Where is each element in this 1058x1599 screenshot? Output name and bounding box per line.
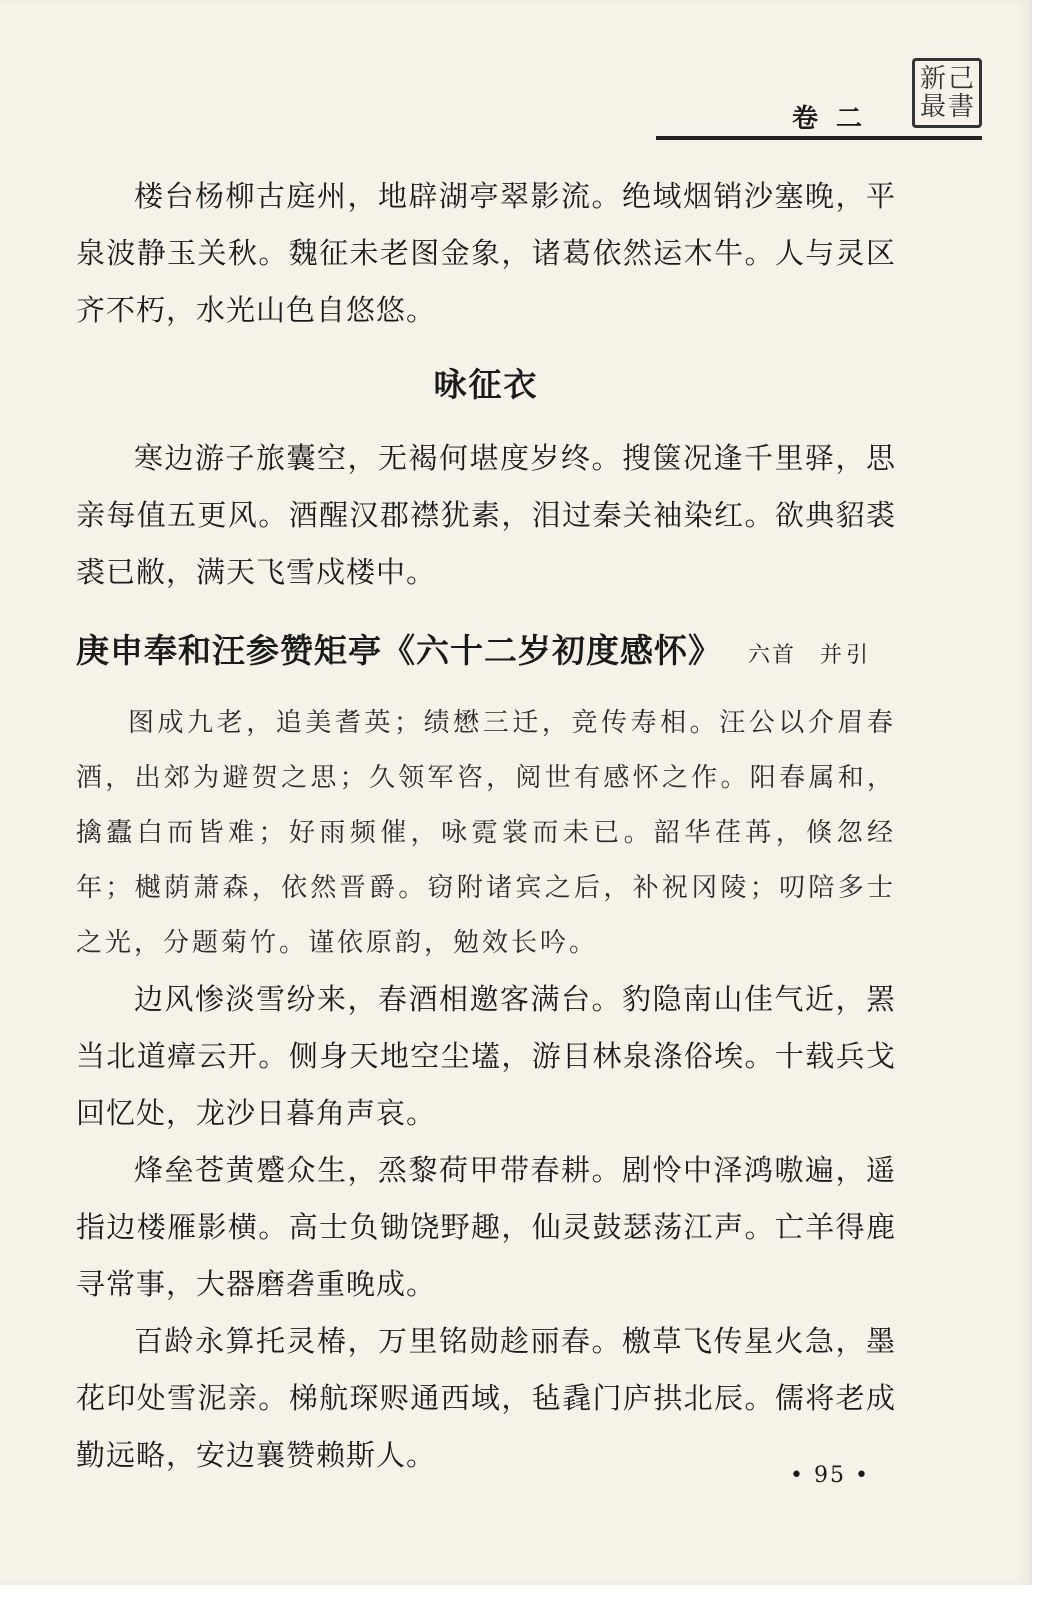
- header-rule: [656, 136, 982, 140]
- page-number: • 95 •: [790, 1463, 870, 1488]
- poem-paragraph: 寒边游子旅囊空，无褐何堪度岁终。搜箧况逢千里驿，思亲每值五更风。酒醒汉郡襟犹素，泪过秦关袖染红。欲典貂裘裘已敝，满天飞雪戍楼中。: [76, 441, 896, 589]
- poem-title-with-note: [76, 625, 896, 672]
- preface-paragraph: 图成九老，追美耆英；绩懋三迁，竞传寿相。汪公以介眉春酒，出郊为避贺之思；久领军咨，阅世有感怀之作。阳春属和，擒蠹白而皆难；好雨频催，咏霓裳而未已。韶华荏苒，倏忽经年；樾荫萧森，依然晋爵。窃附诸宾之后，补祝冈陵；叨陪多士之光，分题菊竹。谨依原韵，勉效长吟。: [76, 708, 896, 958]
- seal-char: 新: [919, 64, 946, 94]
- title-note: 六首: [748, 643, 797, 668]
- seal-char: 最: [919, 92, 946, 122]
- page-content: [76, 168, 896, 1484]
- poem-paragraph: 烽垒苍黄蹙众生，烝黎荷甲带春耕。剧怜中泽鸿嗷遍，遥指边楼雁影横。高士负锄饶野趣，仙灵鼓瑟荡江声。亡羊得鹿寻常事，大器磨砻重晚成。: [76, 1153, 896, 1301]
- seal-char: 己: [947, 64, 974, 94]
- poem-title: 咏征衣: [433, 365, 539, 404]
- poem-paragraph: 楼台杨柳古庭州，地辟湖亭翠影流。绝域烟销沙塞晚，平泉波静玉关秋。魏征未老图金象，诸葛依然运木牛。人与灵区齐不朽，水光山色自悠悠。: [76, 179, 896, 327]
- poem-paragraph: 百龄永算托灵椿，万里铭勋趁丽春。檄草飞传星火急，墨花印处雪泥亲。梯航琛赆通西域，毡毳门庐拱北辰。儒将老成勤远略，安边襄赞赖斯人。: [76, 1324, 896, 1472]
- poem-paragraph: 边风惨淡雪纷来，春酒相邀客满台。豹隐南山佳气近，罴当北道瘴云开。侧身天地空尘壒，游目林泉涤俗埃。十载兵戈回忆处，龙沙日暮角声哀。: [76, 982, 896, 1130]
- running-header: 卷二: [791, 104, 880, 134]
- title-note-2: 并引: [820, 643, 873, 668]
- seal-stamp: [912, 58, 982, 128]
- seal-char: 書: [947, 92, 974, 122]
- poem-title: 庚申奉和汪参赞矩亭《六十二岁初度感怀》: [76, 631, 722, 670]
